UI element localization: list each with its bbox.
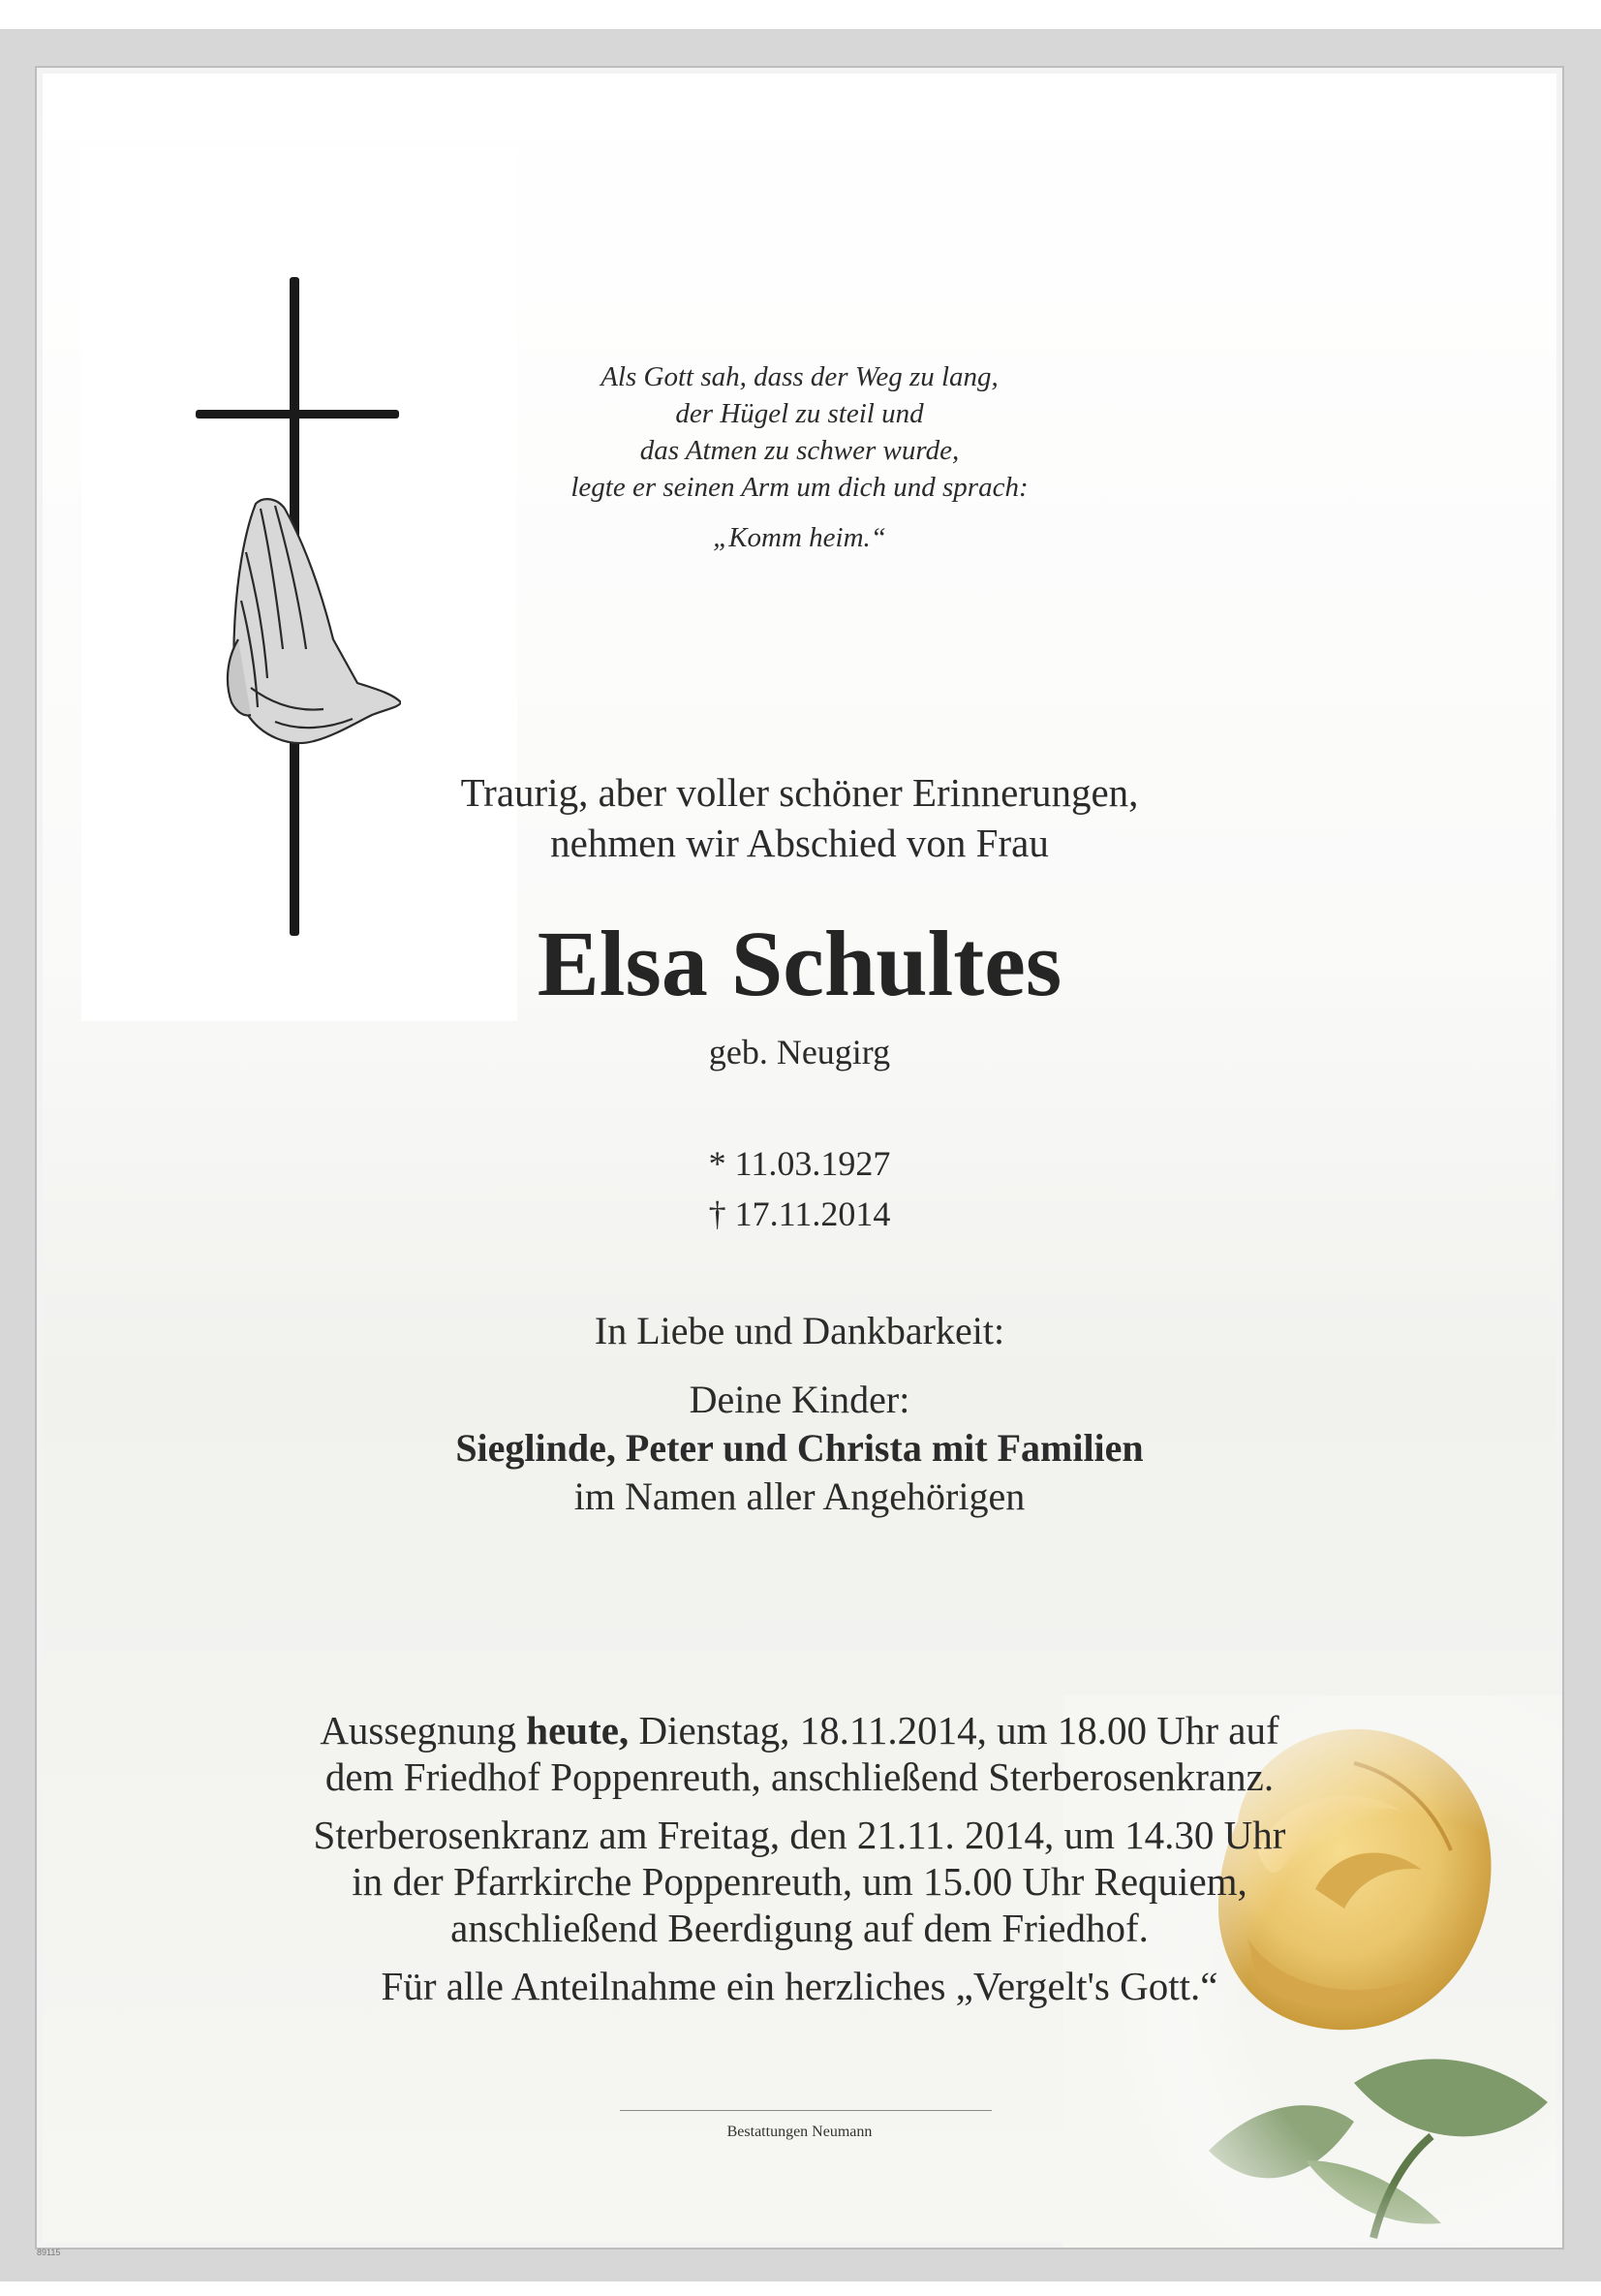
service-text: Sterberosenkranz am Freitag, den 21.11. 2014, um 14.30 Uhr bbox=[313, 1813, 1286, 1857]
children-names bbox=[37, 1424, 1562, 1473]
children-label: Deine Kinder: bbox=[689, 1378, 910, 1421]
poem-line: Als Gott sah, dass der Weg zu lang, bbox=[600, 361, 999, 392]
service-paragraph-2 bbox=[37, 1812, 1562, 1951]
service-info bbox=[37, 1707, 1562, 2009]
service-text: Dienstag, 18.11.2014, um 18.00 Uhr auf bbox=[629, 1708, 1279, 1753]
service-text: anschließend Beerdigung auf dem Friedhof. bbox=[450, 1906, 1149, 1950]
birth-name: geb. Neugirg bbox=[708, 1033, 891, 1071]
poem-line: der Hügel zu steil und bbox=[675, 398, 924, 429]
divider bbox=[620, 2110, 992, 2111]
poem-closing: „Komm heim.“ bbox=[713, 522, 886, 553]
poem-line: das Atmen zu schwer wurde, bbox=[639, 435, 960, 466]
birth-date: * 11.03.1927 bbox=[708, 1144, 891, 1183]
service-today: heute, bbox=[526, 1708, 630, 1753]
poem bbox=[37, 358, 1562, 556]
children-names-text: Sieglinde, Peter und Christa mit Familien bbox=[455, 1426, 1144, 1470]
undertaker-name: Bestattungen Neumann bbox=[726, 2124, 873, 2140]
intro-text bbox=[37, 767, 1562, 868]
thanks-line: In Liebe und Dankbarkeit: bbox=[594, 1309, 1005, 1352]
deceased-name: Elsa Schultes bbox=[537, 912, 1062, 1015]
intro-line: nehmen wir Abschied von Frau bbox=[550, 821, 1049, 865]
footer-code: 89115 bbox=[37, 2248, 61, 2257]
poem-line: legte er seinen Arm um dich und sprach: bbox=[570, 472, 1029, 503]
obituary-card bbox=[35, 66, 1564, 2249]
intro-line: Traurig, aber voller schöner Erinnerungen, bbox=[460, 770, 1139, 815]
service-paragraph-1 bbox=[37, 1707, 1562, 1800]
mourners bbox=[37, 1376, 1562, 1521]
relatives-line: im Namen aller Angehörigen bbox=[573, 1474, 1026, 1518]
life-dates bbox=[37, 1138, 1562, 1239]
death-date: † 17.11.2014 bbox=[708, 1195, 891, 1233]
service-text: in der Pfarrkirche Poppenreuth, um 15.00 Uhr Requiem, bbox=[352, 1859, 1247, 1904]
service-text: dem Friedhof Poppenreuth, anschließend Sterberosenkranz. bbox=[324, 1754, 1275, 1799]
service-paragraph-3: Für alle Anteilnahme ein herzliches „Vergelt's Gott.“ bbox=[381, 1964, 1218, 2008]
paper-background bbox=[0, 29, 1601, 2281]
service-text: Aussegnung bbox=[320, 1708, 527, 1753]
